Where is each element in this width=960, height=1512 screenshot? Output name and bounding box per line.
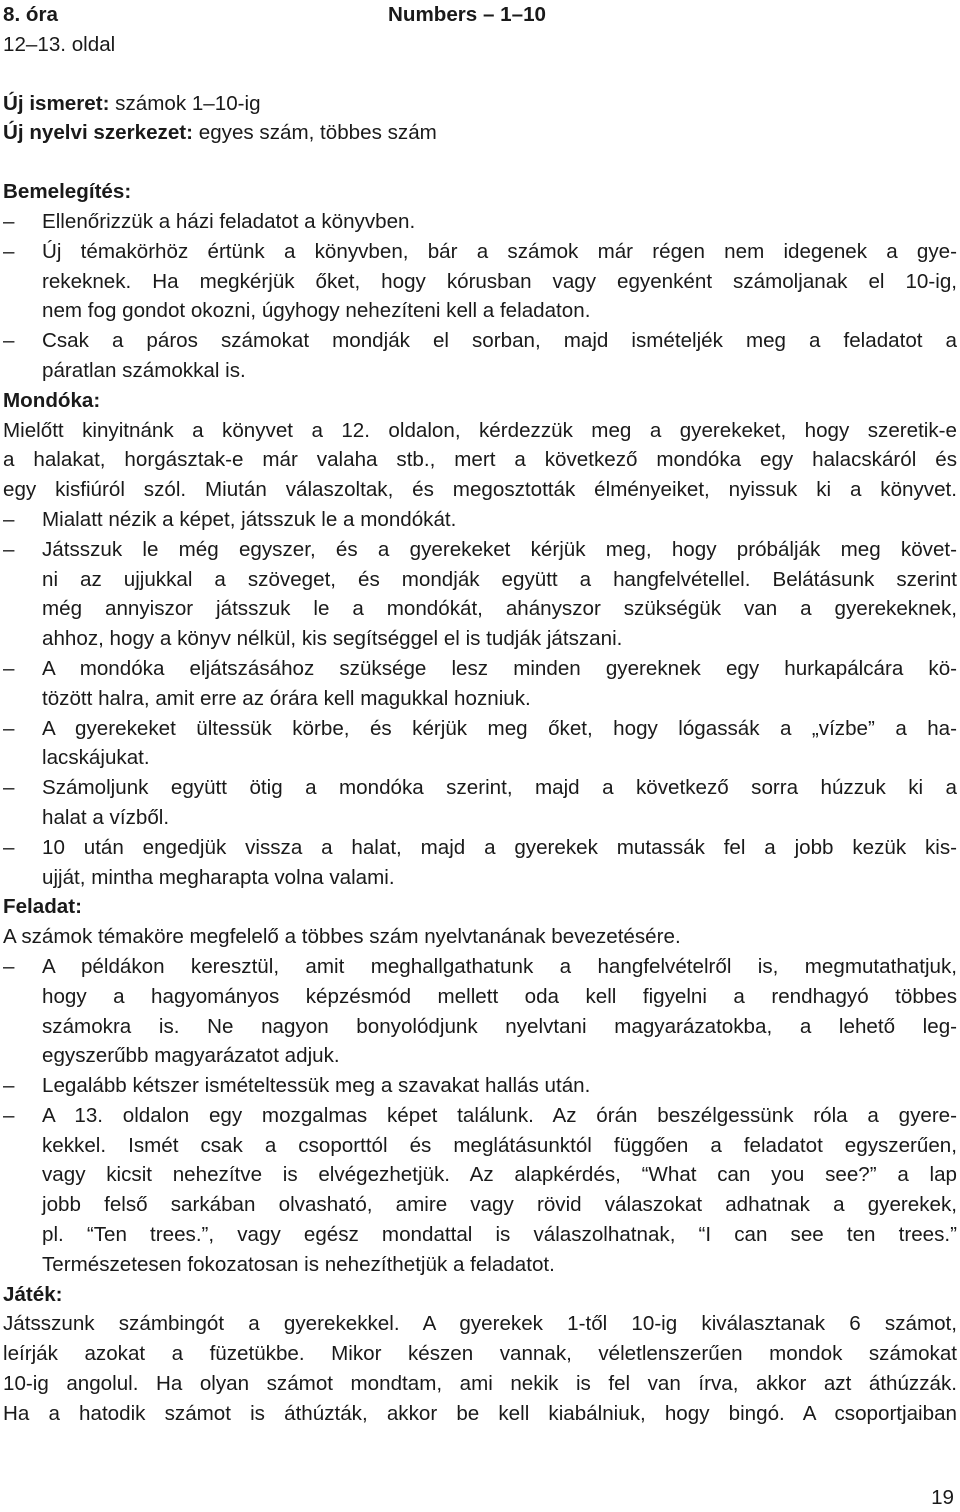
task-item: – A példákon keresztül, amit meghallgathatunk a hangfelvételről is, megmutathatjuk,	[3, 952, 957, 982]
warmup-item: – Csak a páros számokat mondják el sorban, majd ismételjék meg a feladatot a	[3, 326, 957, 356]
section-heading-warmup: Bemelegítés:	[3, 180, 132, 204]
game-paragraph-line: leírják azokat a füzetükbe. Mikor készen vannak, véletlenszerűen mondok számokat	[3, 1342, 957, 1366]
section-heading-game: Játék:	[3, 1282, 63, 1306]
new-structure-text: egyes szám, többes szám	[193, 121, 437, 145]
warmup-item-cont: rekeknek. Ha megkérjük őket, hogy kórusban vagy egyenként számoljanak el 10-ig,	[42, 269, 957, 293]
rhyme-item-cont: lacskájukat.	[42, 746, 150, 770]
game-paragraph-line: 10-ig angolul. Ha olyan számot mondtam, ami nekik is fel van írva, akkor azt áthúzzák.	[3, 1372, 957, 1396]
new-structure-label: Új nyelvi szerkezet:	[3, 121, 194, 145]
rhyme-item-cont: ni az ujjukkal a szöveget, és mondják együtt a hangfelvétellel. Belátásunk szerint	[42, 567, 957, 591]
game-paragraph-line: Ha a hatodik számot is áthúzták, akkor be kell kiabálniuk, hogy bingó. A csoportjaiban	[3, 1401, 957, 1425]
page-reference: 12–13. oldal	[3, 32, 116, 56]
rhyme-item: – Számoljunk együtt ötig a mondóka szerint, majd a következő sorra húzzuk ki a	[3, 773, 957, 803]
task-item-cont: hogy a hagyományos képzésmód mellett oda kell figyelni a rendhagyó többes	[42, 984, 957, 1008]
rhyme-paragraph-line: Mielőtt kinyitnánk a könyvet a 12. oldalon, kérdezzük meg a gyerekeket, hogy szeretik-e	[3, 418, 957, 442]
task-intro: A számok témaköre megfelelő a többes szám nyelvtanának bevezetésére.	[3, 925, 681, 949]
rhyme-item: – Mialatt nézik a képet, játsszuk le a mondókát.	[3, 505, 957, 535]
rhyme-paragraph-line: a halakat, horgásztak-e már valaha stb., mert a következő mondóka egy halacskáról és	[3, 448, 957, 472]
page-number: 19	[931, 1486, 954, 1509]
rhyme-item-cont: ahhoz, hogy a könyv nélkül, kis segítséggel el is tudják játszani.	[42, 627, 623, 651]
rhyme-item-cont: halat a vízből.	[42, 805, 170, 829]
new-knowledge-label: Új ismeret:	[3, 91, 110, 115]
document-page	[3, 0, 957, 1429]
rhyme-item: – A gyerekeket ültessük körbe, és kérjük meg őket, hogy lógassák a „vízbe” a ha-	[3, 714, 957, 744]
rhyme-item: – A mondóka eljátszásához szüksége lesz minden gyereknek egy hurkapálcára kö-	[3, 654, 957, 684]
rhyme-item-cont: ujját, mintha megharapta volna valami.	[42, 865, 395, 889]
warmup-item: – Új témakörhöz értünk a könyvben, bár a számok már régen nem idegenek a gye-	[3, 237, 957, 267]
warmup-item: – Ellenőrizzük a házi feladatot a könyvben.	[3, 207, 957, 237]
task-item-cont: jobb felső sarkában olvasható, amire vagy rövid válaszokat adhatnak a gyerekek,	[42, 1193, 957, 1217]
task-item-cont: pl. “Ten trees.”, vagy egész mondattal is válaszolhatnak, “I can see ten trees.”	[42, 1223, 957, 1247]
rhyme-item: – Játsszuk le még egyszer, és a gyerekeket kérjük meg, hogy próbálják meg követ-	[3, 535, 957, 565]
warmup-item-cont: páratlan számokkal is.	[42, 358, 246, 382]
lesson-header	[3, 0, 957, 30]
task-item-cont: egyszerűbb magyarázatot adjuk.	[42, 1044, 340, 1068]
rhyme-item-cont: még annyiszor játsszuk le a mondókát, ahányszor szükségük van a gyerekeknek,	[42, 597, 957, 621]
warmup-item-cont: nem fog gondot okozni, úgyhogy nehezíteni kell a feladaton.	[42, 299, 591, 323]
rhyme-paragraph-line: egy kisfiúról szól. Miután válaszoltak, és megosztották élményeiket, nyissuk ki a könyvet.	[3, 478, 957, 502]
rhyme-item: – 10 után engedjük vissza a halat, majd a gyerekek mutassák fel a jobb kezük kis-	[3, 833, 957, 863]
task-item-cont: vagy kicsit nehezítve is elvégezhetjük. Az alapkérdés, “What can you see?” a lap	[42, 1163, 957, 1187]
new-knowledge	[3, 89, 957, 119]
section-heading-rhyme: Mondóka:	[3, 388, 101, 412]
game-paragraph-line: Játsszunk számbingót a gyerekekkel. A gyerekek 1-től 10-ig kiválasztanak 6 számot,	[3, 1312, 957, 1336]
lesson-number: 8. óra	[3, 3, 58, 26]
section-heading-task: Feladat:	[3, 895, 82, 919]
task-item-cont: Természetesen fokozatosan is nehezíthetjük a feladatot.	[42, 1252, 555, 1276]
task-item: – Legalább kétszer ismételtessük meg a szavakat hallás után.	[3, 1071, 957, 1101]
task-item: – A 13. oldalon egy mozgalmas képet találunk. Az órán beszélgessünk róla a gyere-	[3, 1101, 957, 1131]
task-item-cont: kekkel. Ismét csak a csoporttól és meglátásunktól függően a feladatot egyszerűen,	[42, 1133, 957, 1157]
task-item-cont: számokra is. Ne nagyon bonyolódjunk nyelvtani magyarázatokba, a lehető leg-	[42, 1014, 957, 1038]
new-knowledge-text: számok 1–10-ig	[109, 91, 261, 115]
new-structure	[3, 118, 957, 148]
lesson-title: Numbers – 1–10	[388, 3, 546, 26]
rhyme-item-cont: tözött halra, amit erre az órára kell magukkal hozniuk.	[42, 686, 531, 710]
